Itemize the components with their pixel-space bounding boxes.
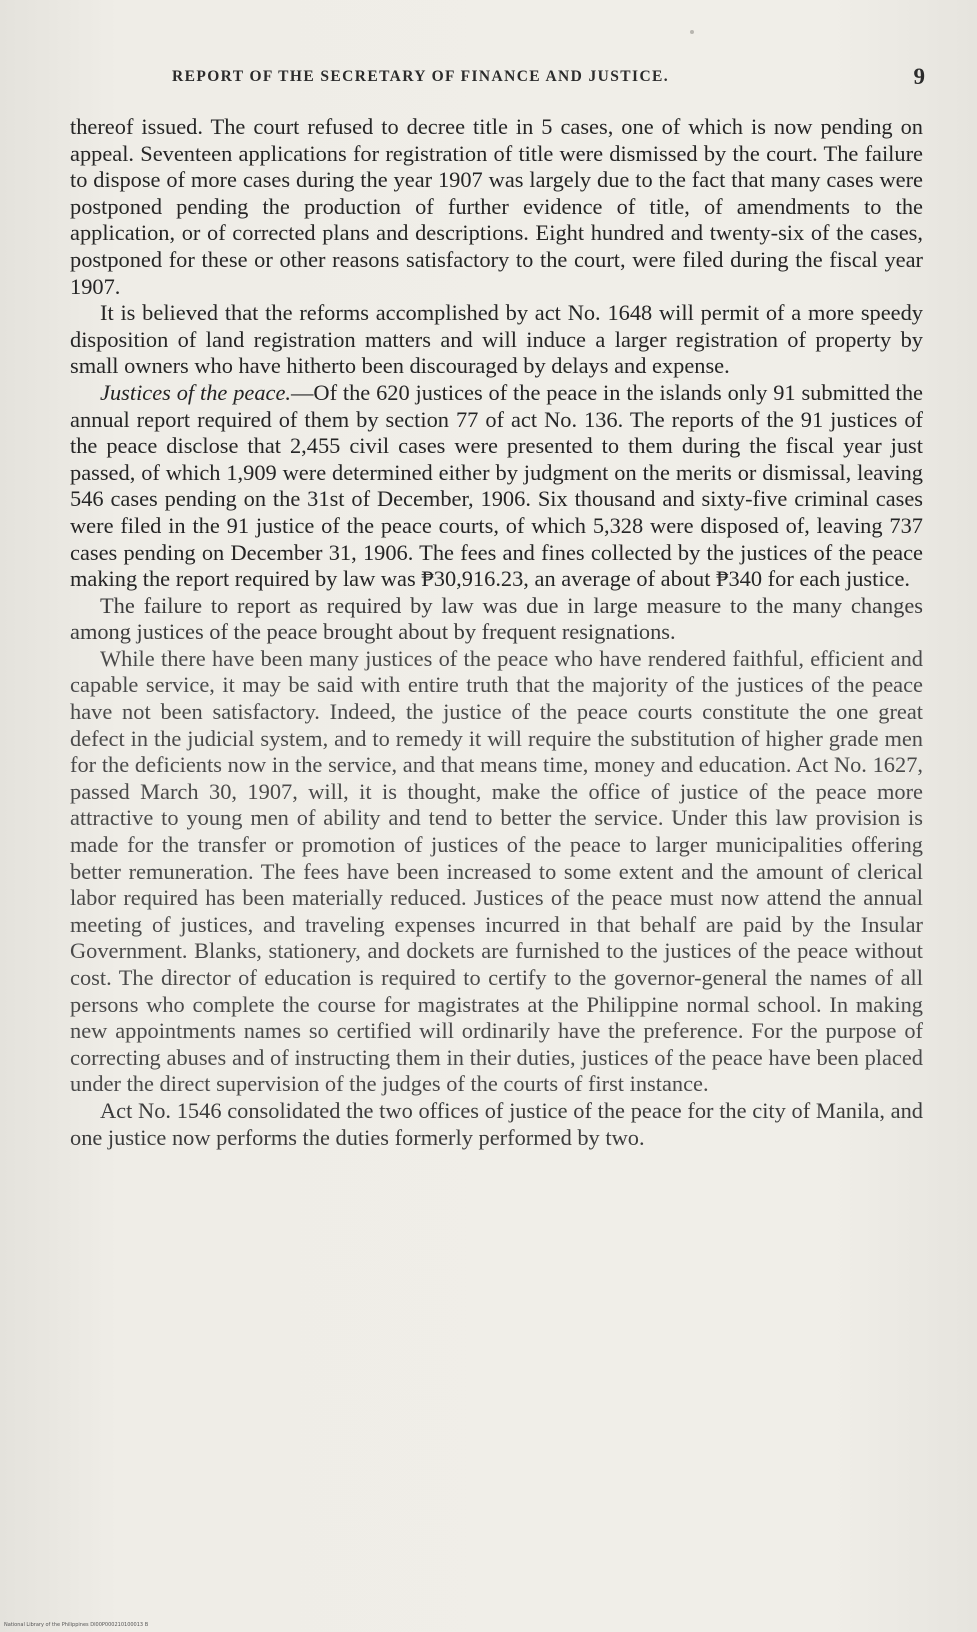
scan-footer: National Library of the Philippines DI00P000210100013 B bbox=[4, 1622, 149, 1628]
header-title: REPORT OF THE SECRETARY OF FINANCE AND JUSTICE. bbox=[172, 68, 670, 85]
paragraph-text: Act No. 1546 consolidated the two offices of justice of the peace for the city of Manila, and one justice now performs the duties formerly performed by two. bbox=[70, 1097, 923, 1150]
paragraph-text: thereof issued. The court refused to decree title in 5 cases, one of which is now pending on appeal. Seventeen applications for registration of title were dismissed by the court. The failure to dispose of more cases during the year 1907 was largely due to the fact that many cases were postponed pending the production of further evidence of title, of amendments to the application, or of corrected plans and descriptions. Eight hundred and twenty-six of the cases, postponed for these or other reasons satisfactory to the court, were filed during the fiscal year 1907. bbox=[70, 114, 923, 299]
body-text bbox=[70, 114, 923, 1151]
paragraph-justices-of-the-peace bbox=[70, 380, 923, 593]
paragraph-text: It is believed that the reforms accomplished by act No. 1648 will permit of a more speedy disposition of land registration matters and will induce a larger registration of property by small owners who have hitherto been discouraged by delays and expense. bbox=[70, 300, 923, 379]
paragraph-reforms bbox=[70, 300, 923, 380]
paragraph-text: While there have been many justices of the peace who have rendered faithful, efficient and capable service, it may be said with entire truth that the majority of the justices of the peace have not been satisfactory. Indeed, the justice of the peace courts constitute the one great defect in the judicial system, and to remedy it will require the substitution of higher grade men for the deficients now in the service, and that means time, money and education. Act No. 1627, passed March 30, 1907, will, it is thought, make the office of justice of the peace more attractive to young men of ability and tend to better the service. Under this law provision is made for the transfer or promotion of justices of the peace to larger municipalities offering better remuneration. The fees have been increased to some extent and the amount of clerical labor required has been materially reduced. Justices of the peace must now attend the annual meeting of justices, and traveling expenses incurred in that behalf are paid by the Insular Government. Blanks, stationery, and dockets are furnished to the justices of the peace without cost. The director of education is required to certify to the governor-general the names of all persons who complete the course for magistrates at the Philippine normal school. In making new appointments names so certified will ordinarily have the preference. For the purpose of correcting abuses and of instructing them in their duties, justices of the peace have been placed under the direct supervision of the judges of the courts of first instance. bbox=[70, 645, 923, 1097]
paragraph-justice-service-quality bbox=[70, 646, 923, 1098]
paper-smudge bbox=[690, 30, 694, 34]
paragraph-land-registration-continued bbox=[70, 114, 923, 300]
page-number: 9 bbox=[913, 64, 925, 89]
paragraph-act-1546 bbox=[70, 1098, 923, 1151]
paragraph-text: —Of the 620 justices of the peace in the islands only 91 submitted the annual report required of them by section 77 of act No. 136. The reports of the 91 justices of the peace disclose that 2,455 civil cases were presented to them during the fiscal year just passed, of which 1,909 were determined either by judgment on the merits or dismissal, leaving 546 cases pending on the 31st of December, 1906. Six thousand and sixty-five criminal cases were filed in the 91 justice of the peace courts, of which 5,328 were disposed of, leaving 737 cases pending on December 31, 1906. The fees and fines collected by the justices of the peace making the report required by law was ₱30,916.23, an average of about ₱340 for each justice. bbox=[70, 379, 923, 592]
section-heading: Justices of the peace. bbox=[100, 379, 292, 405]
paragraph-failure-to-report bbox=[70, 593, 923, 646]
paragraph-text: The failure to report as required by law was due in large measure to the many changes among justices of the peace brought about by frequent resignations. bbox=[70, 592, 923, 645]
running-header bbox=[70, 66, 925, 92]
